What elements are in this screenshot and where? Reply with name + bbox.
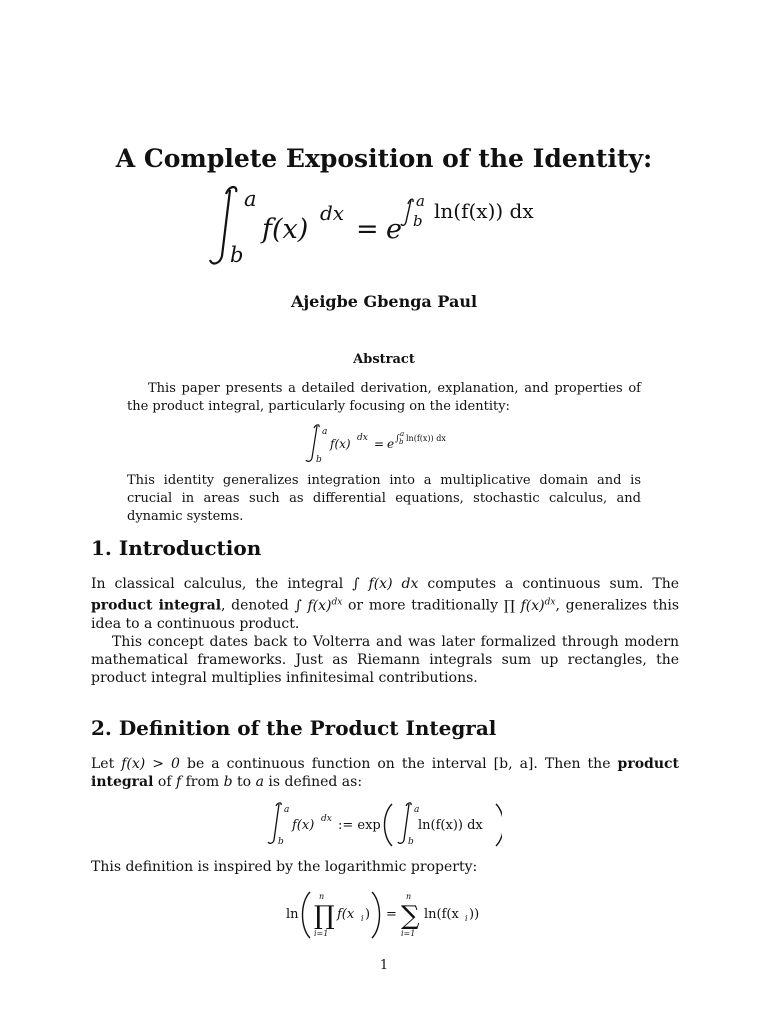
inline-product-integral: ∫ $f(x)^{dx}$ [294, 597, 343, 614]
exp-integral: ∫ [395, 434, 400, 444]
prod-term: f(x [337, 907, 355, 922]
inner-lower-limit: b [408, 837, 414, 847]
exponent-ln: ln(f(x)) dx [406, 434, 446, 443]
integrand: f(x) [262, 214, 309, 245]
sum-close: )) [469, 907, 480, 922]
prod-lower: i=1 [314, 929, 329, 938]
euler-e: e [386, 214, 402, 245]
prod-close: ) [365, 907, 371, 922]
log-property-equation [282, 888, 492, 940]
right-paren [496, 804, 502, 846]
integrand: f(x) [292, 818, 315, 833]
section-1-body [91, 575, 679, 687]
exponent-dx: dx [321, 814, 332, 824]
right-paren [372, 892, 380, 938]
exponent-dx: dx [357, 433, 368, 443]
exponent-dx: dx [320, 201, 345, 225]
lower-limit: b [230, 243, 244, 267]
section-2-heading: 2. Definition of the Product Integral [91, 716, 497, 740]
section-2-para-2: This definition is inspired by the logarithmic property: [91, 859, 478, 875]
upper-limit: a [284, 805, 290, 815]
section-1-heading: 1. Introduction [91, 536, 262, 560]
inline-product-notation: ∏ $f(x)^{dx}$ [503, 597, 556, 614]
lower-limit: b [316, 455, 322, 465]
exponent-ln: ln(f(x)) dx [434, 199, 534, 223]
small-integral-sign [401, 199, 413, 225]
exp-lower-limit: b [399, 438, 404, 446]
exp-upper-limit: a [416, 192, 425, 210]
definition-equation [262, 800, 502, 850]
abstract-para-1: This paper presents a detailed derivation, explanation, and properties of the product integral, particularly focusing on the identity: [127, 381, 641, 414]
inner-integrand: ln(f(x)) dx [418, 818, 483, 833]
sum-sub-i: i [465, 914, 468, 923]
inner-upper-limit: a [414, 805, 420, 815]
equals-sign: = [386, 907, 397, 922]
sum-upper: n [406, 892, 412, 901]
equals-sign: = [356, 214, 379, 245]
left-paren [303, 892, 311, 938]
lower-limit: b [278, 837, 284, 847]
exp-lower-limit: b [413, 212, 423, 230]
sum-symbol: ∑ [401, 901, 420, 931]
sum-lower: i=1 [401, 929, 416, 938]
ln-text: ln [286, 907, 299, 922]
title-equation [200, 182, 600, 272]
paper-title: A Complete Exposition of the Identity: [115, 144, 653, 173]
sum-term: ln(f(x [424, 907, 459, 922]
page-number: 1 [379, 958, 389, 973]
abstract-equation [300, 422, 480, 466]
prod-sub-i: i [361, 914, 364, 923]
integrand: f(x) [330, 437, 351, 451]
upper-limit: a [322, 427, 328, 437]
assign-exp: := exp [338, 818, 381, 833]
prod-symbol: ∏ [314, 901, 335, 931]
inline-integral: ∫ f(x) dx [352, 576, 419, 592]
euler-e: e [387, 437, 395, 451]
equals-sign: = [374, 437, 385, 451]
left-paren [385, 804, 393, 846]
section-2-para-1: Let f(x) > 0 be a continuous function on the interval [b, a]. Then the product integral of f from b to a is defined as: [91, 756, 679, 790]
section-1-para-2: This concept dates back to Volterra and was later formalized through modern mathematical frameworks. Just as Riemann integrals sum up rectangles, the product integral multiplies infinitesimal contributions. [91, 633, 679, 686]
abstract-para-2: This identity generalizes integration into a multiplicative domain and is crucial in areas such as differential equations, stochastic calculus, and dynamic systems. [127, 473, 641, 524]
upper-limit: a [244, 187, 257, 211]
author-name: Ajeigbe Gbenga Paul [290, 292, 478, 311]
abstract-heading: Abstract [353, 352, 415, 367]
section-1-para-1: In classical calculus, the integral ∫ f(x) dx computes a continuous sum. The product integral, denoted ∫ $f(x)^{dx}$ or more traditionally ∏ $f(x)^{dx}$, generalizes this idea to a continuous product. [91, 576, 680, 632]
prod-upper: n [319, 892, 325, 901]
exp-upper-limit: a [400, 430, 405, 438]
